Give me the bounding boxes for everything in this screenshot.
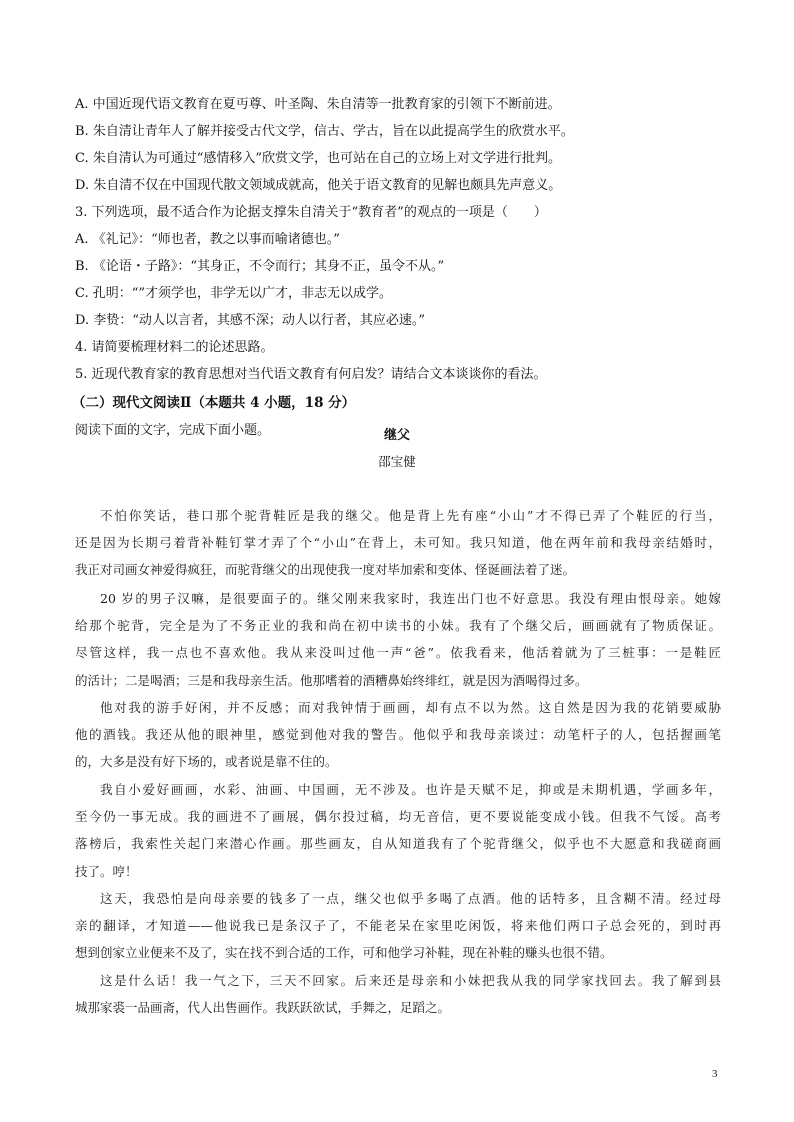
q4-stem: 4. 请简要梳理材料二的论述思路。 xyxy=(75,340,274,355)
paragraph-line: 落榜后，我索性关起门来潜心作画。那些画友，自从知道我有了个驼背继父，似乎也不大愿意和我磋商画 xyxy=(75,836,721,852)
paragraph-line: 想到创家立业便来不及了，实在找不到合适的工作，可和他学习补鞋，现在补鞋的赚头也很不错。 xyxy=(75,945,613,961)
paragraph-line: 20 岁的男子汉嘛，是很要面子的。继父刚来我家时，我连出门也不好意思。我没有理由恨母亲。她嫁 xyxy=(100,591,721,606)
paragraph-line: 不怕你笑话，巷口那个驼背鞋匠是我的继父。他是背上先有座“小山”才不得已弄了个鞋匠的行当， xyxy=(100,508,721,523)
q2-option-c: C. 朱自清认为可通过“感情移入”欣赏文学，也可站在自己的立场上对文学进行批判。 xyxy=(75,151,562,166)
section-heading: （二）现代文阅读Ⅱ（本题共 4 小题，18 分） xyxy=(72,395,356,411)
q2-option-d: D. 朱自清不仅在中国现代散文领域成就高，他关于语文教育的见解也颇具先声意义。 xyxy=(75,178,562,193)
q3-option-d: D. 李贽：“动人以言者，其感不深；动人以行者，其应必速。” xyxy=(75,313,426,328)
paragraph-line: 他对我的游手好闲，并不反感；而对我钟情于画画，却有点不以为然。这自然是因为我的花销要威胁 xyxy=(100,700,721,715)
paragraph-line: 的活计；二是喝酒；三是和我母亲生活。他那嗜着的酒糟鼻始终绯红，就是因为酒喝得过多。 xyxy=(75,672,588,688)
paragraph-line: 我自小爱好画画，水彩、油画、中国画，无不涉及。也许是天赋不足，抑或是未期机遇，学画多年， xyxy=(100,782,721,797)
article-paragraph xyxy=(75,694,721,776)
paragraph-line: 给那个驼背，完全是为了不务正业的我和尚在初中读书的小妹。我有了个继父后，画画就有了物质保证。 xyxy=(75,618,721,634)
article-author: 邵宝健 xyxy=(378,454,416,469)
page-number: 3 xyxy=(712,1068,718,1080)
article-paragraph xyxy=(75,776,721,885)
q3-option-b: B. 《论语・子路》：“其身正，不令而行；其身不正，虽令不从。” xyxy=(75,259,445,274)
article-paragraph xyxy=(75,502,721,584)
paragraph-line: 这是什么话！我一气之下，三天不回家。后来还是母亲和小妹把我从我的同学家找回去。我了解到县 xyxy=(100,973,721,988)
q2-option-a: A. 中国近现代语文教育在夏丏尊、叶圣陶、朱自清等一批教育家的引领下不断前进。 xyxy=(75,97,561,112)
section-instruction: 阅读下面的文字，完成下面小题。 xyxy=(75,423,271,438)
q2-option-b: B. 朱自清让青年人了解并接受古代文学，信古、学古，旨在以此提高学生的欣赏水平。 xyxy=(75,124,574,139)
article-title: 继父 xyxy=(383,428,410,443)
paragraph-line: 至今仍一事无成。我的画进不了画展，偶尔投过稿，均无音信，更不要说能变成小钱。但我不气馁。高考 xyxy=(75,809,721,825)
paragraph-line: 城那家裘一品画斋，代人出售画作。我跃跃欲试，手舞之，足蹈之。 xyxy=(75,1000,451,1016)
paragraph-line: 亲的翻译，才知道——他说我已是条汉子了，不能老呆在家里吃闲饭，将来他们两口子总会死的，到时再 xyxy=(75,918,721,934)
paragraph-line: 这天，我恐怕是向母亲要的钱多了一点，继父也似乎多喝了点酒。他的话特多，且含糊不清。经过母 xyxy=(100,891,721,906)
q3-stem: 3. 下列选项，最不适合作为论据支撑朱自清关于“教育者”的观点的一项是（ ） xyxy=(75,205,547,220)
paragraph-line: 技了。哼！ xyxy=(75,863,138,879)
article-paragraph xyxy=(75,967,721,1021)
q5-stem: 5. 近现代教育家的教育思想对当代语文教育有何启发？请结合文本谈谈你的看法。 xyxy=(75,367,547,382)
q3-option-c: C. 孔明：“”才须学也，非学无以广才，非志无以成学。 xyxy=(75,286,393,301)
q3-option-a: A. 《礼记》：“师也者，教之以事而喻诸德也。” xyxy=(75,232,340,247)
paragraph-line: 还是因为长期弓着背补鞋钉掌才弄了个“小山”在背上，未可知。我只知道，他在两年前和我母亲结婚时， xyxy=(75,535,721,551)
article-paragraph xyxy=(75,585,721,694)
paragraph-line: 的，大多是没有好下场的，或者说是靠不住的。 xyxy=(75,754,338,770)
paragraph-line: 尽管这样，我一点也不喜欢他。我从来没叫过他一声“爸”。依我看来，他活着就为了三桩事：一是鞋匠 xyxy=(75,645,721,661)
paragraph-line: 他的酒钱。我还从他的眼神里，感觉到他对我的警告。他似乎和我母亲谈过：动笔杆子的人，包括握画笔 xyxy=(75,727,721,743)
paragraph-line: 我正对司画女神爱得疯狂，而驼背继父的出现使我一度对毕加索和变体、怪诞画法着了迷。 xyxy=(75,562,576,578)
article-paragraph xyxy=(75,885,721,967)
